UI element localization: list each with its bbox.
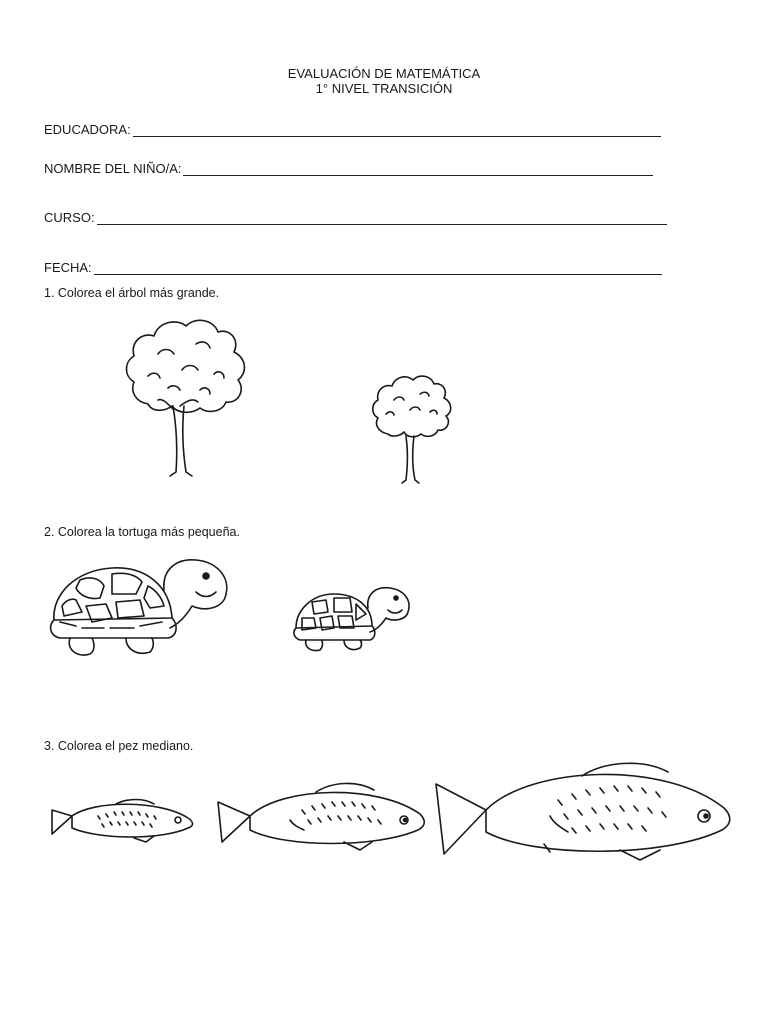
page-subtitle: 1° NIVEL TRANSICIÓN — [315, 81, 453, 96]
turtle-large-icon[interactable] — [46, 556, 232, 664]
fish-large-icon[interactable] — [434, 756, 734, 864]
fish-small-icon[interactable] — [50, 794, 196, 844]
fecha-line[interactable] — [94, 262, 662, 275]
tree-small-icon[interactable] — [368, 372, 456, 488]
educadora-label: EDUCADORA: — [44, 122, 131, 137]
turtle-small-icon[interactable] — [292, 586, 412, 656]
curso-label: CURSO: — [44, 210, 95, 225]
curso-line[interactable] — [97, 212, 667, 225]
educadora-field — [44, 122, 661, 137]
fecha-label: FECHA: — [44, 260, 92, 275]
nombre-field — [44, 161, 653, 176]
question-3: 3. Colorea el pez mediano. — [44, 739, 194, 753]
page-title: EVALUACIÓN DE MATEMÁTICA — [287, 66, 481, 81]
fecha-field — [44, 260, 662, 275]
nombre-label: NOMBRE DEL NIÑO/A: — [44, 161, 182, 176]
curso-field — [44, 210, 667, 225]
tree-large-icon[interactable] — [118, 314, 253, 484]
nombre-line[interactable] — [183, 163, 653, 176]
educadora-line[interactable] — [133, 124, 661, 137]
question-2: 2. Colorea la tortuga más pequeña. — [44, 525, 240, 539]
fish-medium-icon[interactable] — [216, 780, 428, 852]
question-1: 1. Colorea el árbol más grande. — [44, 286, 220, 300]
